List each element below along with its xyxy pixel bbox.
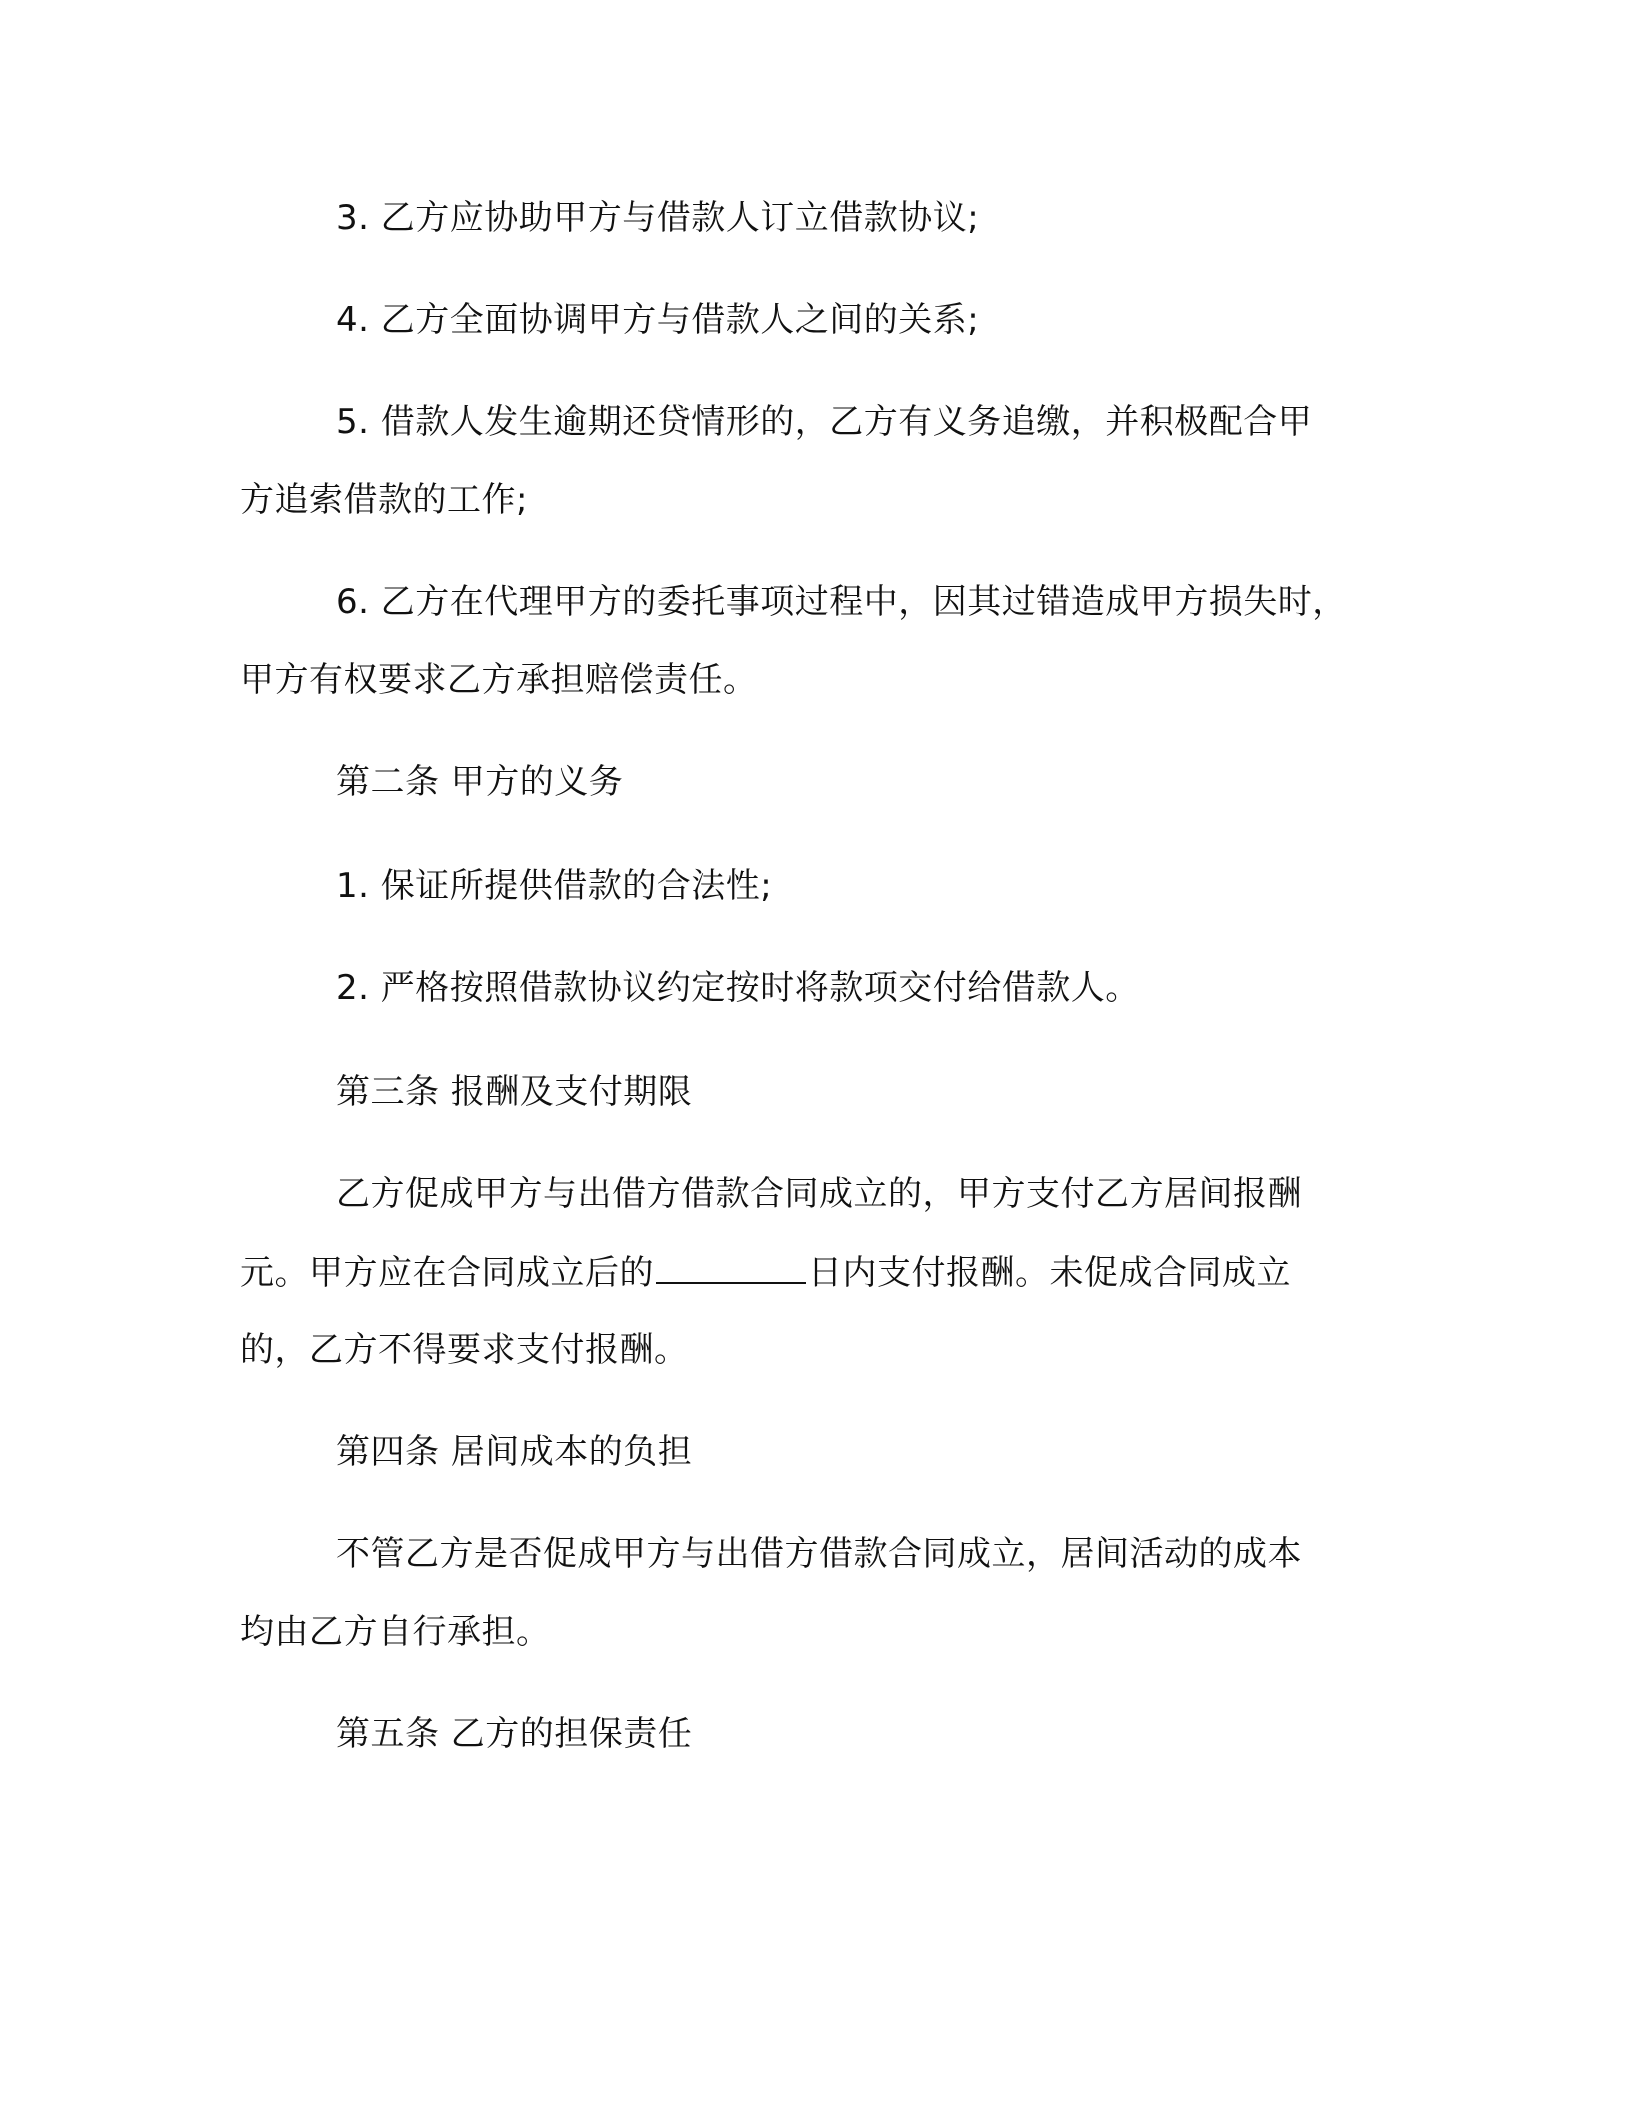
clause-item-4: 4. 乙方全面协调甲方与借款人之间的关系; <box>336 300 980 340</box>
article-3-heading: 第三条 报酬及支付期限 <box>336 1072 693 1112</box>
clause-item-6-line-2: 甲方有权要求乙方承担赔偿责任。 <box>240 660 758 700</box>
article-3-line-2-after: 日内支付报酬。未促成合同成立 <box>808 1253 1291 1293</box>
clause-item-6-line-1: 6. 乙方在代理甲方的委托事项过程中，因其过错造成甲方损失时， <box>336 582 1347 622</box>
clause-item-5-line-2: 方追索借款的工作; <box>240 480 528 520</box>
article-3-line-2 <box>240 1252 1291 1293</box>
days-blank-field <box>656 1252 806 1284</box>
article-3-line-2-before: 元。甲方应在合同成立后的 <box>240 1253 654 1293</box>
article-2-item-2: 2. 严格按照借款协议约定按时将款项交付给借款人。 <box>336 968 1140 1008</box>
article-2-heading: 第二条 甲方的义务 <box>336 762 624 802</box>
article-3-line-3: 的，乙方不得要求支付报酬。 <box>240 1330 689 1370</box>
article-3-line-1: 乙方促成甲方与出借方借款合同成立的，甲方支付乙方居间报酬 <box>336 1174 1302 1214</box>
article-4-heading: 第四条 居间成本的负担 <box>336 1432 693 1472</box>
article-2-item-1: 1. 保证所提供借款的合法性; <box>336 866 773 906</box>
article-5-heading: 第五条 乙方的担保责任 <box>336 1714 693 1754</box>
article-4-line-2: 均由乙方自行承担。 <box>240 1612 551 1652</box>
clause-item-5-line-1: 5. 借款人发生逾期还贷情形的，乙方有义务追缴，并积极配合甲 <box>336 402 1313 442</box>
article-4-line-1: 不管乙方是否促成甲方与出借方借款合同成立，居间活动的成本 <box>336 1534 1302 1574</box>
clause-item-3: 3. 乙方应协助甲方与借款人订立借款协议; <box>336 198 980 238</box>
